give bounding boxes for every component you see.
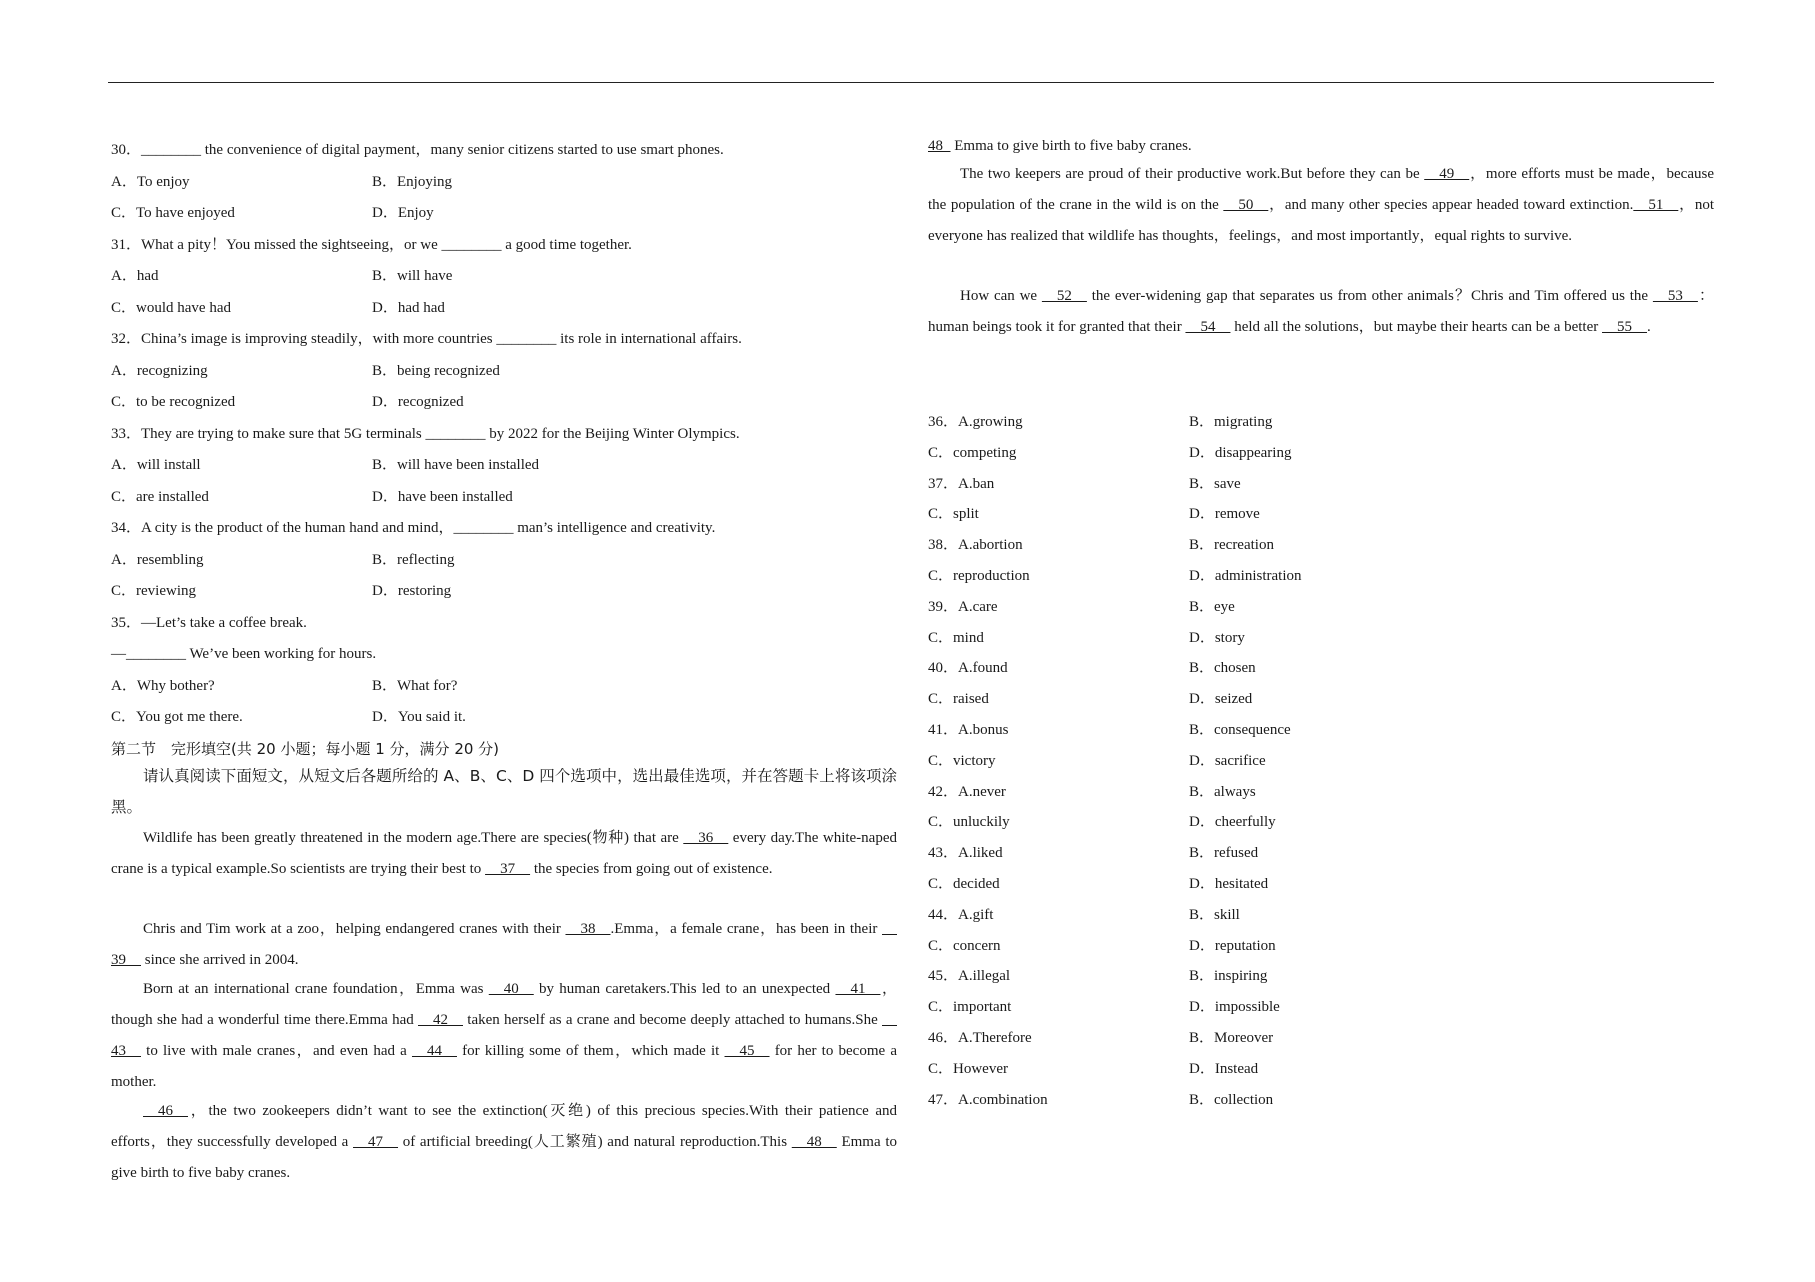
passage-text: Chris and Tim work at a zoo，helping endangered cranes with their	[143, 921, 566, 937]
cloze-option: D．story	[1189, 629, 1245, 646]
cloze-option: 38．A.abortion	[928, 537, 1023, 554]
cloze-option: B．refused	[1189, 845, 1259, 862]
answer-option: B．What for?	[372, 677, 458, 694]
cloze-option: 46．A.Therefore	[928, 1030, 1032, 1046]
blank-number: 55	[1602, 319, 1648, 335]
question-stem: 31．What a pity！You missed the sightseeing，or we ________ a good time together.	[111, 236, 632, 253]
passage-text: for killing some of them，which made it	[456, 1043, 725, 1059]
passage-text: Wildlife has been greatly threatened in the modern age.There are species(物种) that are	[143, 830, 684, 846]
cloze-option: D．reputation	[1189, 937, 1276, 954]
blank-number: 47	[353, 1134, 399, 1150]
cloze-option: C．victory	[928, 752, 996, 769]
answer-option: C．reviewing	[111, 583, 196, 599]
header-rule	[108, 82, 1714, 83]
passage-text: .Emma，a female crane，has been in their	[610, 921, 882, 937]
passage-text: held all the solutions，but maybe their hearts can be a better	[1230, 319, 1603, 335]
cloze-option: C．important	[928, 999, 1012, 1016]
cloze-option: C．decided	[928, 876, 1000, 892]
blank-number: 38	[565, 921, 611, 937]
blank-number: 45	[724, 1043, 770, 1059]
passage-paragraph	[111, 823, 897, 885]
blank-number: 44	[411, 1043, 457, 1059]
passage-text: to live with male cranes，and even had a	[141, 1043, 412, 1059]
cloze-option: D．seized	[1189, 691, 1253, 708]
section-title: 第二节 完形填空(共 20 小题；每小题 1 分，满分 20 分)	[111, 739, 500, 758]
cloze-option: C．mind	[928, 629, 984, 646]
cloze-option: 47．A.combination	[928, 1091, 1048, 1108]
blank-number: 39	[111, 921, 897, 968]
answer-option: C．To have enjoyed	[111, 205, 235, 221]
cloze-option: D．disappearing	[1189, 444, 1292, 461]
passage-paragraph	[928, 159, 1714, 252]
cloze-option: C．concern	[928, 937, 1001, 954]
passage-text: the species from going out of existence.	[530, 861, 773, 877]
question-stem: 30．________ the convenience of digital payment，many senior citizens started to use smart phones.	[111, 142, 724, 158]
cloze-option: D．sacrifice	[1189, 752, 1266, 769]
cloze-option: 41．A.bonus	[928, 722, 1009, 738]
question-stem: 35．—Let’s take a coffee break.	[111, 614, 307, 631]
answer-option: B．will have	[372, 268, 453, 284]
passage-text: of artificial breeding(人工繁殖) and natural reproduction.This	[398, 1134, 792, 1150]
answer-option: A．To enjoy	[111, 173, 190, 190]
blank-number: 50	[1223, 197, 1269, 213]
passage-text: ，the two zookeepers didn’t want to see the extinction(灭绝) of this precious species.With their patience and efforts，they successfully developed a	[111, 1103, 897, 1150]
answer-option: D．had had	[372, 299, 445, 316]
section-instruction: 请认真阅读下面短文，从短文后各题所给的 A、B、C、D 四个选项中，选出最佳选项，并在答题卡上将该项涂黑。	[111, 766, 897, 816]
passage-text: How can we	[960, 288, 1042, 304]
cloze-option: D．administration	[1189, 568, 1302, 584]
answer-option: A．recognizing	[111, 362, 208, 379]
cloze-option: B．chosen	[1189, 660, 1256, 677]
passage-text: Emma to give birth to five baby cranes.	[111, 1134, 897, 1181]
cloze-option: 39．A.care	[928, 598, 998, 615]
blank-number: 43	[111, 1012, 897, 1059]
answer-option: B．being recognized	[372, 362, 500, 379]
cloze-option: B．save	[1189, 475, 1241, 492]
answer-option: B．Enjoying	[372, 173, 453, 190]
answer-option: B．will have been installed	[372, 457, 540, 473]
blank-number: 36	[683, 830, 729, 846]
answer-option: C．to be recognized	[111, 394, 236, 410]
passage-text: since she arrived in 2004.	[141, 952, 299, 968]
passage-text: the ever-widening gap that separates us from other animals？Chris and Tim offered us the	[1086, 288, 1653, 304]
blank-number: 53	[1652, 288, 1698, 304]
blank-number: 46	[143, 1103, 188, 1119]
cloze-option: 42．A.never	[928, 783, 1006, 800]
passage-text: ，though she had a wonderful time there.Emma had	[111, 981, 897, 1028]
cloze-option: 43．A.liked	[928, 845, 1003, 862]
cloze-option: B．Moreover	[1189, 1030, 1274, 1046]
answer-option: A．had	[111, 268, 159, 284]
passage-text: ，and many other species appear headed toward extinction.	[1268, 197, 1634, 213]
cloze-option: 37．A.ban	[928, 475, 995, 492]
answer-option: D．You said it.	[372, 709, 466, 725]
answer-option: D．have been installed	[372, 488, 513, 505]
cloze-option: C．However	[928, 1060, 1008, 1077]
answer-option: A．will install	[111, 457, 201, 473]
blank-number: 49	[1424, 166, 1470, 182]
cloze-option: B．eye	[1189, 598, 1235, 615]
passage-text: ，more efforts must be made，because the population of the crane in the wild is on the	[928, 166, 1714, 213]
passage-text: ：human beings took it for granted that their	[928, 288, 1714, 335]
blank-number: 48	[791, 1134, 837, 1150]
cloze-option: 45．A.illegal	[928, 968, 1011, 985]
cloze-option: B．collection	[1189, 1091, 1274, 1108]
answer-option: C．would have had	[111, 299, 231, 316]
answer-option: C．are installed	[111, 488, 209, 505]
blank-number: 48	[928, 138, 951, 154]
answer-option: D．restoring	[372, 583, 452, 599]
passage-paragraph	[111, 914, 897, 976]
cloze-option: C．unluckily	[928, 814, 1010, 831]
cloze-option: C．raised	[928, 691, 989, 708]
answer-option: D．recognized	[372, 394, 464, 410]
passage-paragraph	[928, 281, 1714, 343]
passage-text: taken herself as a crane and become deeply attached to humans.She	[463, 1012, 882, 1028]
cloze-option: C．split	[928, 506, 979, 523]
cloze-option: D．Instead	[1189, 1060, 1259, 1077]
passage-text: for her to become a mother.	[111, 1043, 897, 1090]
cloze-option: B．recreation	[1189, 537, 1274, 554]
blank-number: 54	[1185, 319, 1231, 335]
cloze-option: D．remove	[1189, 506, 1260, 523]
cloze-option: 40．A.found	[928, 660, 1008, 677]
answer-option: B．reflecting	[372, 551, 455, 568]
blank-number: 52	[1041, 288, 1087, 304]
cloze-option: C．competing	[928, 444, 1017, 461]
question-stem: 32．China’s image is improving steadily，with more countries ________ its role in international affairs.	[111, 331, 742, 347]
cloze-option: D．impossible	[1189, 999, 1280, 1016]
cloze-option: B．consequence	[1189, 722, 1291, 738]
cloze-option: 36．A.growing	[928, 414, 1023, 430]
passage-text: Born at an international crane foundation，Emma was	[143, 981, 489, 997]
blank-number: 42	[418, 1012, 463, 1028]
cloze-option: B．skill	[1189, 906, 1240, 923]
answer-option: C．You got me there.	[111, 709, 243, 725]
answer-option: A．Why bother?	[111, 677, 215, 694]
passage-text: ，not everyone has realized that wildlife has thoughts，feelings，and most importantly，equal rights to survive.	[928, 197, 1715, 244]
cloze-option: D．hesitated	[1189, 876, 1269, 892]
passage-paragraph-continued	[928, 131, 1714, 162]
question-reply: —________ We’ve been working for hours.	[111, 646, 377, 662]
passage-text: by human caretakers.This led to an unexpected	[533, 981, 836, 997]
cloze-option: 44．A.gift	[928, 906, 994, 923]
blank-number: 37	[485, 861, 531, 877]
blank-number: 51	[1633, 197, 1679, 213]
passage-text: every day.The white-naped crane is a typical example.So scientists are trying their best to	[111, 830, 897, 877]
cloze-option: B．inspiring	[1189, 968, 1268, 985]
passage-paragraph	[111, 1096, 897, 1181]
passage-text: .	[1647, 319, 1651, 335]
cloze-option: D．cheerfully	[1189, 814, 1276, 831]
question-stem: 34．A city is the product of the human hand and mind，________ man’s intelligence and creativity.	[111, 520, 716, 536]
answer-option: D．Enjoy	[372, 205, 434, 221]
cloze-option: C．reproduction	[928, 568, 1030, 584]
blank-number: 41	[835, 981, 881, 997]
passage-text: Emma to give birth to five baby cranes.	[950, 138, 1192, 154]
cloze-option: B．always	[1189, 783, 1256, 800]
passage-paragraph	[111, 974, 897, 1098]
cloze-option: B．migrating	[1189, 414, 1273, 430]
question-stem: 33．They are trying to make sure that 5G terminals ________ by 2022 for the Beijing Winter Olympics.	[111, 425, 740, 442]
blank-number: 40	[488, 981, 534, 997]
answer-option: A．resembling	[111, 551, 204, 568]
passage-text: The two keepers are proud of their productive work.But before they can be	[960, 166, 1425, 182]
